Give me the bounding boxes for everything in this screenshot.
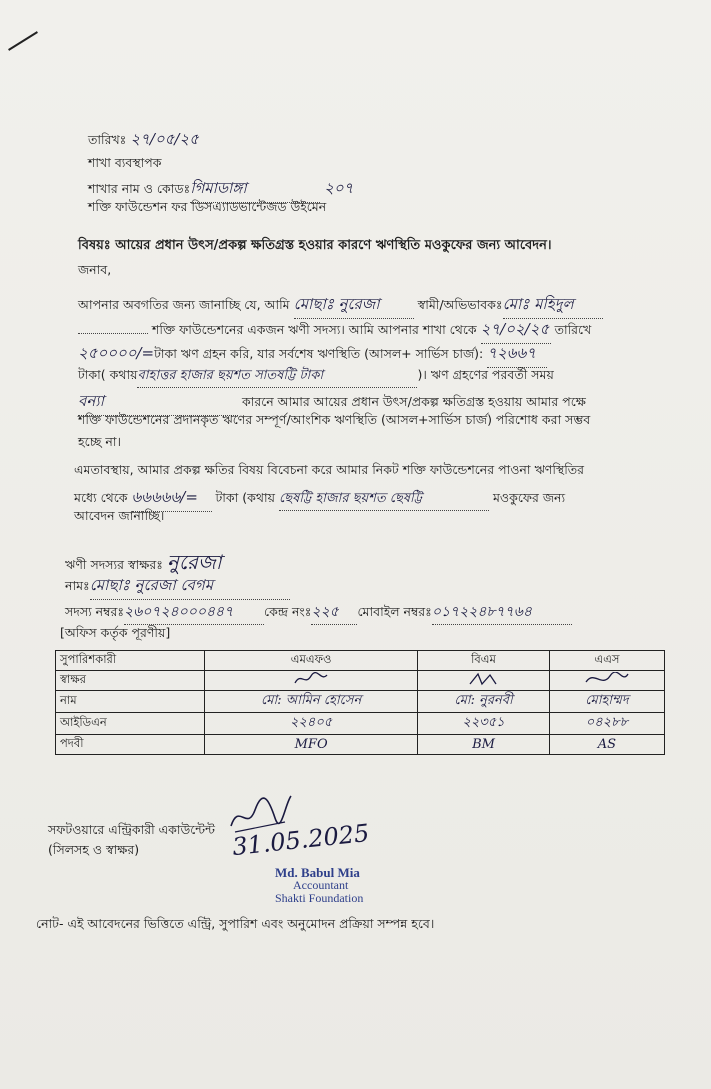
table-header-row — [56, 651, 665, 671]
branch-code: ২০৭ — [324, 179, 354, 197]
recommendation-table — [55, 650, 665, 755]
table-cell: MFO — [205, 735, 418, 755]
signature-cell — [549, 671, 664, 691]
accountant-label: সফটওয়ারে এন্ট্রিকারী একাউন্টেন্ট — [48, 822, 215, 837]
table-header: বিএম — [418, 651, 550, 671]
body-line-7: হচ্ছে না। — [78, 434, 121, 449]
footer-note: নোট- এই আবেদনের ভিত্তিতে এন্ট্রি, সুপারিশ এবং অনুমোদন প্রক্রিয়া সম্পন্ন হবে। — [36, 916, 435, 931]
table-row — [56, 735, 665, 755]
member-signature-line: ঋণী সদস্যর স্বাক্ষরঃ নুরেজা — [65, 550, 222, 574]
stamp-org: Shakti Foundation — [275, 891, 364, 905]
branch-name: গিমাডাঙ্গা — [190, 177, 320, 203]
signature-scribble-icon — [464, 672, 504, 686]
addressee-line3: শক্তি ফাউন্ডেশন ফর ডিসএ্যাডভান্টেজড উইমেন — [88, 199, 327, 214]
table-cell: ২২৪০৫ — [205, 713, 418, 735]
row-label: আইডিএন — [56, 713, 205, 735]
table-cell: মো: নুরনবী — [418, 691, 550, 713]
row-label: স্বাক্ষর — [56, 671, 205, 691]
salutation: জনাব, — [78, 262, 112, 277]
waiver-in-words: ছেষট্টি হাজার ছয়শত ছেষট্টি — [279, 489, 489, 511]
signature-scribble-icon — [291, 672, 331, 686]
date-line — [88, 128, 199, 153]
office-use-label: [অফিস কর্তৃক পূরণীয়] — [60, 625, 171, 640]
balance-in-words: বাহাত্তর হাজার ছয়শত সাতষট্টি টাকা — [137, 366, 417, 388]
accountant-sublabel: (সিলসহ ও স্বাক্ষর) — [48, 842, 140, 857]
body-line-2: শক্তি ফাউন্ডেশনের একজন ঋণী সদস্য। আমি আপনার শাখা থেকে ২৭/০২/২৫ তারিখে — [78, 318, 591, 344]
body-line-4: টাকা( কথায়বাহাত্তর হাজার ছয়শত সাতষট্টি টাকা )। ঋণ গ্রহণের পরবর্তী সময় — [78, 366, 554, 388]
signature-scribble-icon — [582, 672, 632, 686]
waiver-amount: ৬৬৬৬৬/= — [132, 486, 212, 512]
body-line-6: শক্তি ফাউন্ডেশনের প্রদানকৃত ঋণের সম্পূর্ণ/আংশিক ঋণস্থিতি (আসল+সার্ভিস চার্জ) পরিশোধ করা সম্ভব — [78, 412, 591, 427]
addressee-line1: শাখা ব্যবস্থাপক — [88, 155, 162, 170]
table-cell: BM — [418, 735, 550, 755]
table-cell: AS — [549, 735, 664, 755]
body-line-3: ২৫০০০০/=টাকা ঋণ গ্রহন করি, যার সর্বশেষ ঋণস্থিতি (আসল+ সার্ভিস চার্জ): ৭২৬৬৭ — [78, 342, 547, 368]
loan-balance: ৭২৬৬৭ — [487, 342, 547, 368]
table-row — [56, 713, 665, 735]
corner-pen-mark — [8, 31, 38, 51]
member-id: ২৬০৭২৪০০০৪৪৭ — [124, 600, 264, 625]
applicant-name: মোছাঃ নুরেজা — [294, 293, 414, 319]
center-number: ২২৫ — [311, 600, 357, 625]
date-label: তারিখঃ — [88, 132, 127, 147]
table-header: সুপারিশকারী — [56, 651, 205, 671]
body-line-10: আবেদন জানাচ্ছি। — [74, 508, 165, 523]
table-row — [56, 671, 665, 691]
row-label: নাম — [56, 691, 205, 713]
table-cell: মোহাম্মদ — [549, 691, 664, 713]
signature-cell — [418, 671, 550, 691]
branch-label: শাখার নাম ও কোডঃ — [88, 181, 191, 196]
loan-amount: ২৫০০০০/= — [78, 344, 155, 362]
stamp-title: Accountant — [293, 878, 349, 892]
date-value: ২৭/০৫/২৫ — [130, 130, 199, 148]
member-name: মোছাঃ নুরেজা বেগম — [90, 574, 290, 600]
member-name-line: নামঃমোছাঃ নুরেজা বেগম — [65, 574, 290, 600]
row-label: পদবী — [56, 735, 205, 755]
table-row — [56, 691, 665, 713]
damage-reason: বন্যা — [78, 390, 238, 416]
member-signature: নুরেজা — [166, 550, 222, 574]
table-header: এএস — [549, 651, 664, 671]
stamp-name: Md. Babul Mia — [275, 865, 360, 880]
body-line-1: আপনার অবগতির জন্য জানাচ্ছি যে, আমি মোছাঃ নুরেজা স্বামী/অভিভাবকঃমোঃ মহিদুল — [78, 293, 603, 319]
table-cell: ০৪২৮৮ — [549, 713, 664, 735]
body-line-5: বন্যা কারনে আমার আয়ের প্রধান উৎস/প্রকল্প ক্ষতিগ্রস্ত হওয়ায় আমার পক্ষে — [78, 390, 586, 416]
body-line-9: মধ্যে থেকে ৬৬৬৬৬/= টাকা (কথায় ছেষট্টি হাজার ছয়শত ছেষট্টি মওকুফের জন্য — [74, 486, 565, 512]
body-line-8: এমতাবস্থায়, আমার প্রকল্প ক্ষতির বিষয় বিবেচনা করে আমার নিকট শক্তি ফাউন্ডেশনের পাওনা ঋণস্থিতির — [74, 462, 585, 477]
signature-cell — [205, 671, 418, 691]
loan-date: ২৭/০২/২৫ — [481, 318, 551, 344]
table-cell: মো: আমিন হোসেন — [205, 691, 418, 713]
subject-line: বিষয়ঃ আয়ের প্রধান উৎস/প্রকল্প ক্ষতিগ্রস্ত হওয়ার কারণে ঋণস্থিতি মওকুফের জন্য আবেদন। — [78, 238, 552, 253]
accountant-date: 31.05.2025 — [230, 818, 371, 862]
member-id-line: সদস্য নম্বরঃ২৬০৭২৪০০০৪৪৭ কেন্দ্র নংঃ২২৫ মোবাইল নম্বরঃ০১৭২২৪৮৭৭৬৪ — [65, 600, 572, 625]
mobile-number: ০১৭২২৪৮৭৭৬৪ — [432, 600, 572, 625]
accountant-stamp — [275, 866, 363, 905]
table-cell: ২২৩৫১ — [418, 713, 550, 735]
guardian-name: মোঃ মহিদুল — [503, 293, 603, 319]
table-header: এমএফও — [205, 651, 418, 671]
